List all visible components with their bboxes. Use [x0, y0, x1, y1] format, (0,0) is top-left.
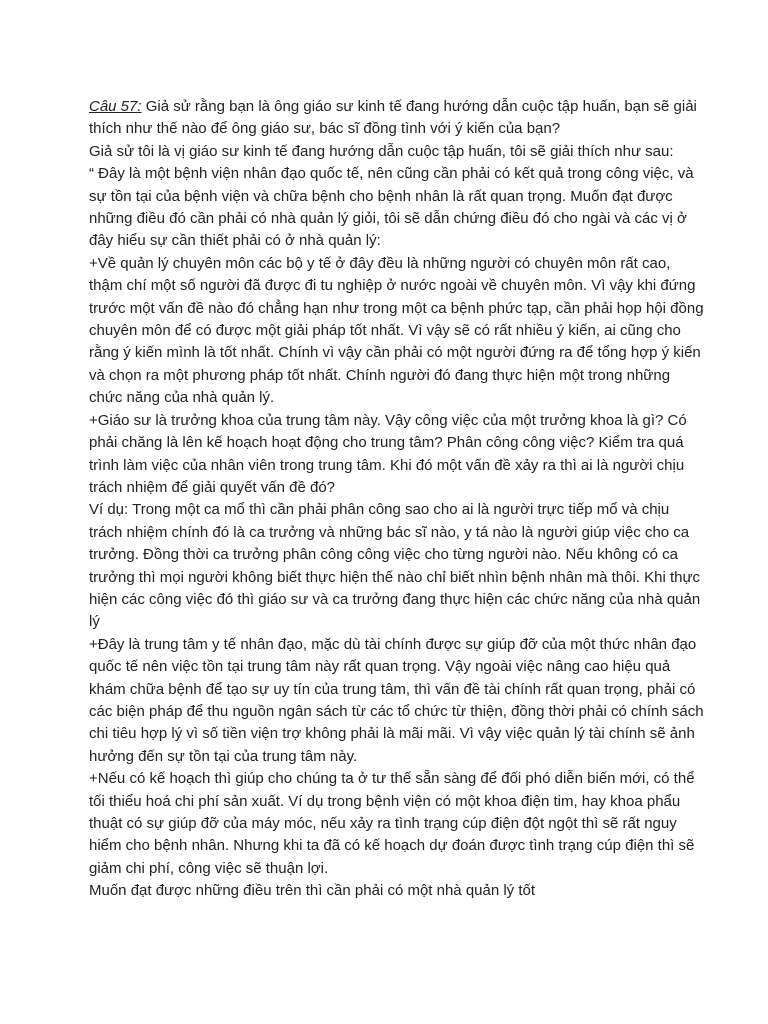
question-paragraph — [89, 96, 704, 141]
document-page — [89, 96, 704, 903]
example-surgery: Ví dụ: Trong một ca mổ thì cần phải phân công sao cho ai là người trực tiếp mổ và chịu trách nhiệm chính đó là ca trưởng và những bác sĩ nào, y tá nào là người giúp việc cho ca trưởng. Đồng thời ca trưởng phân công công việc cho từng người nào. Nếu không có ca trưởng thì mọi người không biết thực hiện thế nào chỉ biết nhìn bệnh nhân mà thôi. Khi thực hiện các công việc đó thì giáo sư và ca trưởng đang thực hiện các chức năng của nhà quản lý — [89, 501, 701, 631]
answer-opening: “ Đây là một bệnh viện nhân đạo quốc tế, nên cũng cần phải có kết quả trong công việc, và sự tồn tại của bệnh viện và chữa bệnh cho bệnh nhân là rất quan trọng. Muốn đạt được những điều đó cần phải có nhà quản lý giỏi, tôi sẽ dẫn chứng điều đó cho ngài và các vị ở đây hiểu sự cần thiết phải có ở nhà quản lý: — [89, 165, 694, 250]
answer-intro: Giả sử tôi là vị giáo sư kinh tế đang hướng dẫn cuộc tập huấn, tôi sẽ giải thích như sau: — [89, 142, 674, 160]
point-planning: +Nếu có kế hoạch thì giúp cho chúng ta ở tư thế sẵn sàng để đối phó diễn biến mới, có thể tối thiểu hoá chi phí sản xuất. Ví dụ trong bệnh viện có một khoa điện tim, hay khoa phẩu thuật có sự giúp đỡ của máy móc, nếu xảy ra tình trạng cúp điện đột ngột thì sẽ rất nguy hiểm cho bệnh nhân. Nhưng khi ta đã có kế hoạch dự đoán được tình trạng cúp điện thì sẽ giảm chi phí, công việc sẽ thuận lợi. — [89, 770, 695, 877]
question-text: Giả sử rằng bạn là ông giáo sư kinh tế đang hướng dẫn cuộc tập huấn, bạn sẽ giải thích như thế nào để ông giáo sư, bác sĩ đồng tình với ý kiến của bạn? — [89, 98, 697, 138]
point-department-head: +Giáo sư là trưởng khoa của trung tâm này. Vậy công việc của một trưởng khoa là gì? Có phải chăng là lên kế hoạch hoạt động cho trung tâm? Phân công công việc? Kiểm tra quá trình làm việc của nhân viên trong trung tâm. Khi đó một vấn đề xảy ra thì ai là người chịu trách nhiệm để giải quyết vấn đề đó? — [89, 411, 687, 496]
conclusion: Muốn đạt được những điều trên thì cần phải có một nhà quản lý tốt — [89, 882, 536, 900]
point-finance: +Đây là trung tâm y tế nhân đạo, mặc dù tài chính được sự giúp đỡ của một thức nhân đạo quốc tế nên việc tồn tại trung tâm này rất quan trọng. Vậy ngoài việc nâng cao hiệu quả khám chữa bệnh để tạo sự uy tín của trung tâm, thì vấn đề tài chính rất quan trọng, phải có các biện pháp để thu nguồn ngân sách từ các tổ chức từ thiện, đồng thời phải có chính sách chi tiêu hợp lý vì số tiền viện trợ không phải là mãi mãi. Vì vậy việc quản lý tài chính sẽ ảnh hưởng đến sự tồn tại của trung tâm này. — [89, 635, 704, 765]
question-label: Câu 57 — [89, 98, 138, 115]
question-separator: : — [137, 98, 142, 115]
point-professional-management: +Về quản lý chuyên môn các bộ y tế ở đây đều là những người có chuyên môn rất cao, thậm chí một số người đã được đi tu nghiệp ở nước ngoài về chuyên môn. Vì vậy khi đứng trước một vấn đề nào đó chẳng hạn như trong một ca bệnh phức tạp, cần phải họp hội đồng chuyên môn để có được một giải pháp tốt nhất. Vì vậy sẽ có rất nhiều ý kiến, ai cũng cho rằng ý kiến mình là tốt nhất. Chính vì vậy cần phải có một người đứng ra để tổng hợp ý kiến và chọn ra một phương pháp tốt nhất. Chính người đó đang thực hiện một trong những chức năng của nhà quản lý. — [89, 254, 704, 407]
